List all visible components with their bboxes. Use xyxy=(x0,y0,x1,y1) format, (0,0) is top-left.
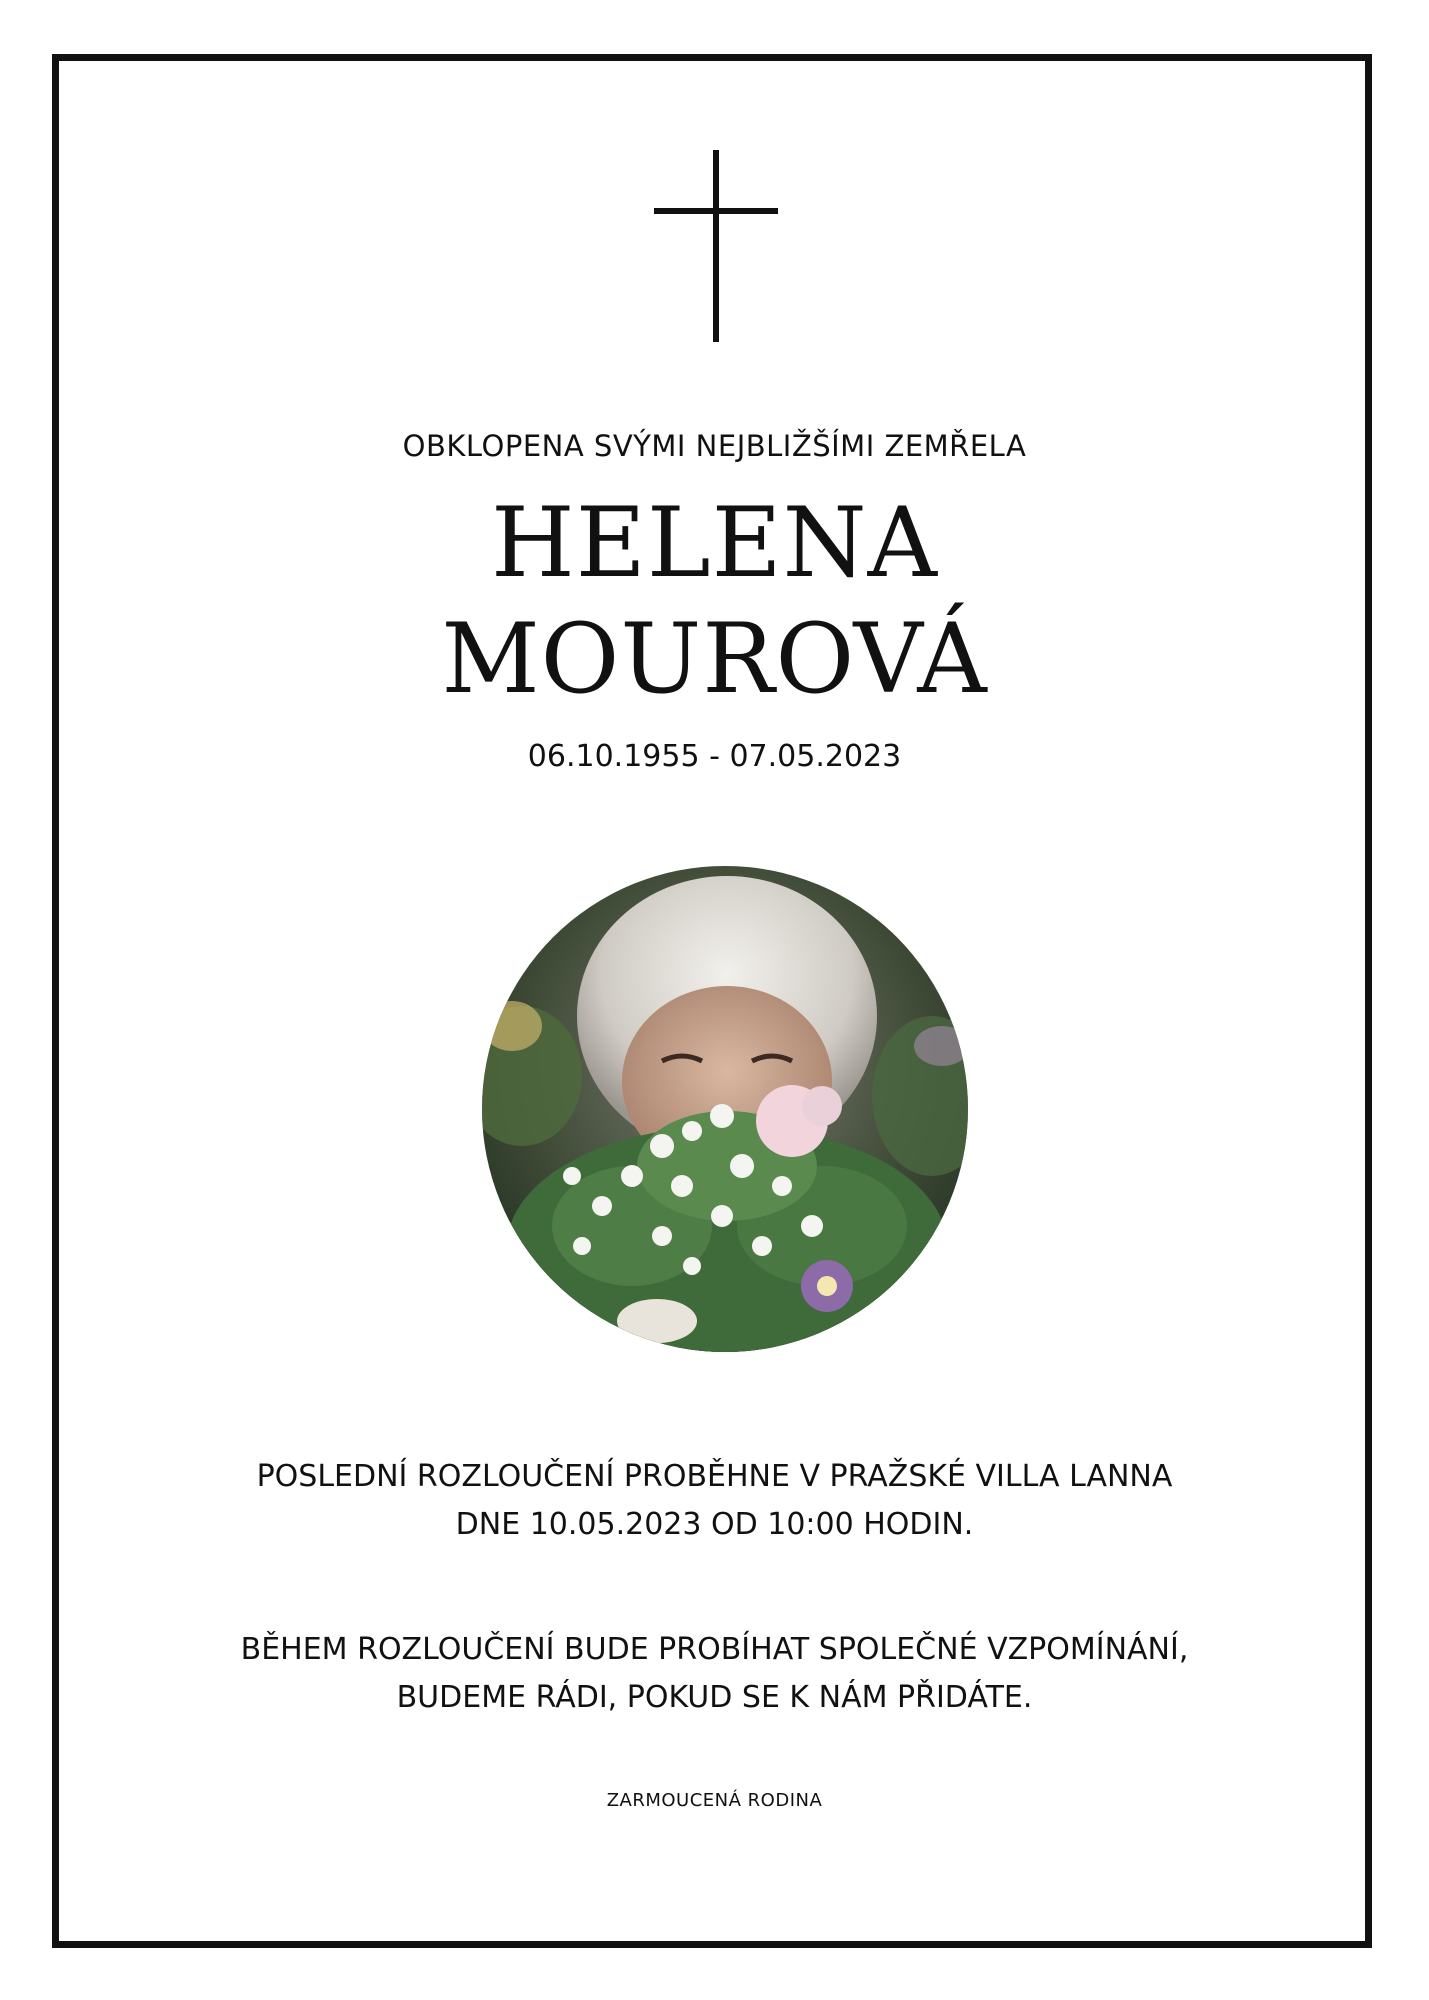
farewell-line-1: POSLEDNÍ ROZLOUČENÍ PROBĚHNE V PRAŽSKÉ VILLA LANNA xyxy=(256,1459,1173,1494)
memory-line-2: BUDEME RÁDI, POKUD SE K NÁM PŘIDÁTE. xyxy=(396,1680,1033,1715)
memory-info xyxy=(0,1626,1429,1722)
deceased-name xyxy=(0,485,1429,717)
intro-text: OBKLOPENA SVÝMI NEJBLIŽŠÍMI ZEMŘELA xyxy=(402,429,1027,463)
cross-icon xyxy=(654,150,778,342)
name-first: HELENA xyxy=(491,487,938,599)
name-last: MOUROVÁ xyxy=(441,603,988,715)
signature: ZARMOUCENÁ RODINA xyxy=(606,1790,823,1811)
memory-line-1: BĚHEM ROZLOUČENÍ BUDE PROBÍHAT SPOLEČNÉ VZPOMÍNÁNÍ, xyxy=(240,1632,1189,1667)
portrait-photo xyxy=(482,866,968,1352)
farewell-info xyxy=(0,1453,1429,1549)
life-dates: 06.10.1955 - 07.05.2023 xyxy=(527,739,902,774)
farewell-line-2: DNE 10.05.2023 OD 10:00 HODIN. xyxy=(455,1507,974,1542)
